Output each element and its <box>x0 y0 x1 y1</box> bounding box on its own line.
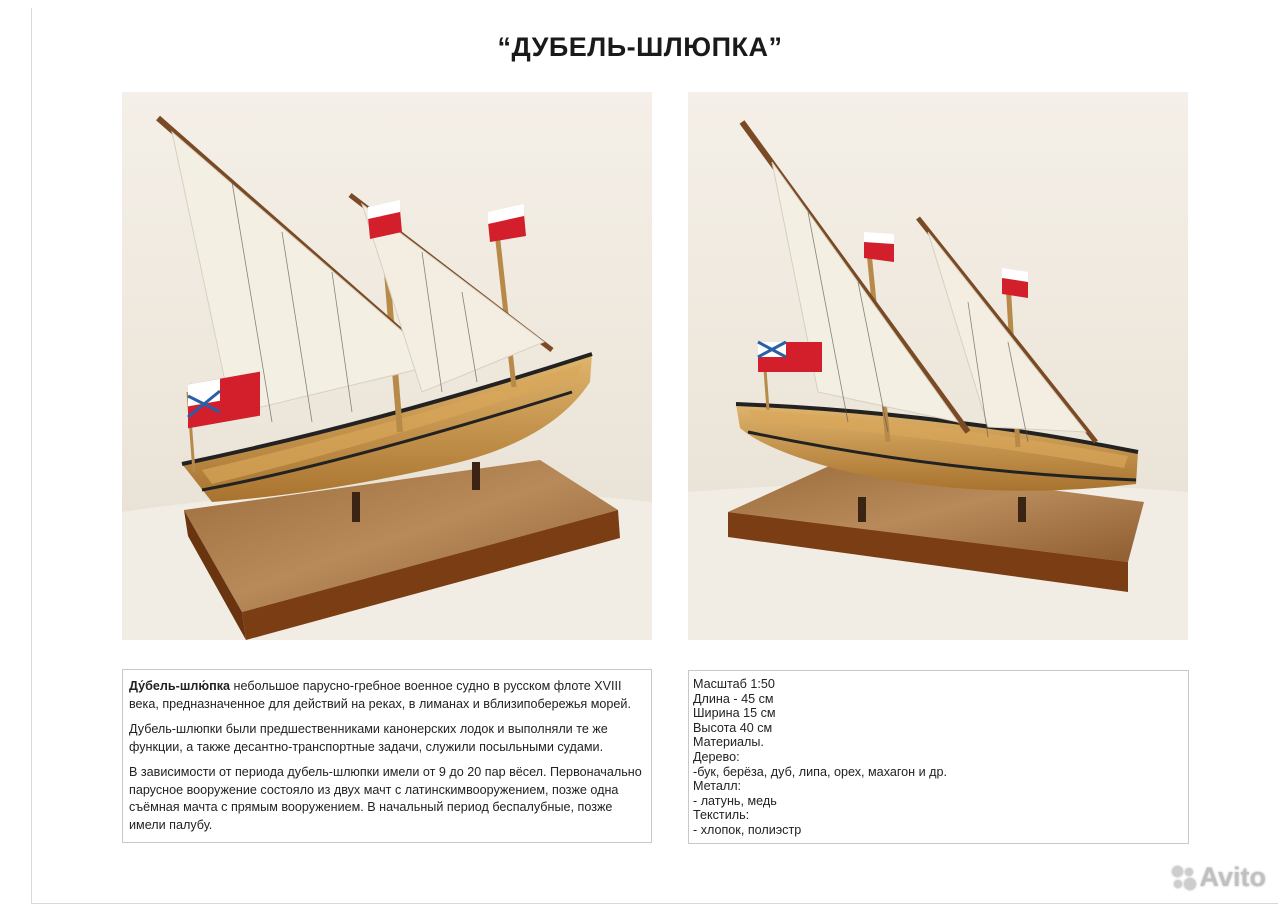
specs-box <box>688 670 1189 844</box>
description-term: Ду́бель-шлю́пка <box>129 679 231 693</box>
avito-watermark <box>1172 862 1267 893</box>
description-paragraph-2: Дубель-шлюпки были предшественниками канонерских лодок и выполняли те же функции, а также десантно-транспортные задачи, служили посыльными судами. <box>129 722 608 754</box>
spec-scale: Масштаб 1:50 <box>693 677 775 691</box>
avito-logo-icon <box>1172 866 1196 890</box>
avito-watermark-text: Avito <box>1199 862 1266 892</box>
spec-height: Высота 40 см <box>693 720 773 735</box>
model-photo-right <box>688 92 1188 640</box>
description-box <box>122 669 652 843</box>
spec-width: Ширина 15 см <box>693 706 776 721</box>
spec-metal-label: Металл: <box>693 779 742 794</box>
spec-textile: - хлопок, полиэстр <box>693 822 802 837</box>
description-p1-text: небольшое парусно-гребное военное судно в русском флоте XVIII века, предназначенное для действий на реках, в лиманах и вблизипобережья морей. <box>129 679 631 711</box>
ship-model-illustration-right <box>688 92 1188 640</box>
spec-metal: - латунь, медь <box>693 793 777 808</box>
page-title: “ДУБЕЛЬ-ШЛЮПКА” <box>497 32 783 62</box>
description-paragraph-1 <box>129 678 645 713</box>
model-photo-left <box>122 92 652 640</box>
description-paragraph-3: В зависимости от периода дубель-шлюпки имели от 9 до 20 пар вёсел. Первоначально парусное вооружение состояло из двух мачт с латинскимвооружением, позже одна съёмная мачта с прямым вооружением. В начальный период беспалубные, позже имели палубу. <box>129 765 642 832</box>
spec-wood: -бук, берёза, дуб, липа, орех, махагон и др. <box>693 764 948 779</box>
spec-length: Длина - 45 см <box>693 691 774 706</box>
spec-materials-heading: Материалы. <box>693 735 764 750</box>
ship-model-illustration-left <box>122 92 652 640</box>
spec-textile-label: Текстиль: <box>693 808 750 823</box>
spec-wood-label: Дерево: <box>693 749 740 764</box>
